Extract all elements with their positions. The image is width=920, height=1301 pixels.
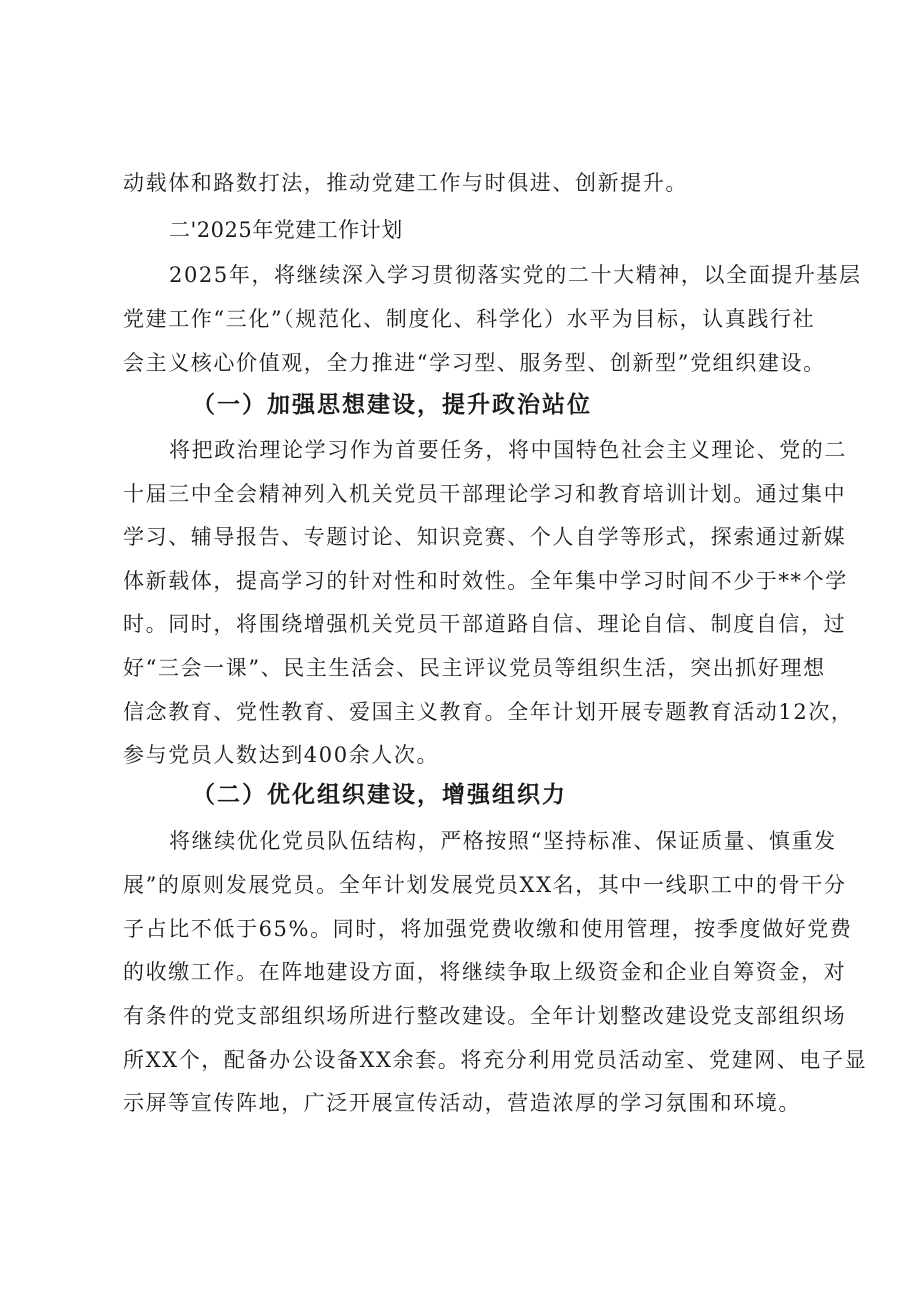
section-title: 二'2025年党建工作计划 — [169, 218, 403, 242]
body-text-line: 子占比不低于65%。同时，将加强党费收缴和使用管理，按季度做好党费 — [123, 917, 853, 941]
body-text-line: 展”的原则发展党员。全年计划发展党员XX名，其中一线职工中的骨干分 — [123, 873, 847, 897]
body-text-line: 示屏等宣传阵地，广泛开展宣传活动，营造浓厚的学习氛围和环境。 — [123, 1091, 801, 1115]
body-text-line: 2025年，将继续深入学习贯彻落实党的二十大精神，以全面提升基层 — [169, 263, 862, 287]
subsection-heading: （一）加强思想建设，提升政治站位 — [192, 391, 592, 418]
body-text-line: 将把政治理论学习作为首要任务，将中国特色社会主义理论、党的二 — [169, 438, 847, 462]
body-text-line: 有条件的党支部组织场所进行整改建设。全年计划整改建设党支部组织场 — [123, 1004, 847, 1028]
body-text-line: 信念教育、党性教育、爱国主义教育。全年计划开展专题教育活动12次， — [123, 700, 854, 724]
body-text-line: 所XX个，配备办公设备XX余套。将充分利用党员活动室、党建网、电子显 — [123, 1048, 868, 1072]
body-text-line: 时。同时，将围绕增强机关党员干部道路自信、理论自信、制度自信，过 — [123, 612, 847, 636]
body-text-line: 学习、辅导报告、专题讨论、知识竞赛、个人自学等形式，探索通过新媒 — [123, 525, 847, 549]
subsection-heading: （二）优化组织建设，增强组织力 — [192, 781, 567, 808]
body-text-line: 会主义核心价值观，全力推进“学习型、服务型、创新型”党组织建设。 — [123, 351, 826, 375]
body-text-line: 将继续优化党员队伍结构，严格按照“坚持标准、保证质量、慎重发 — [169, 829, 837, 853]
body-text-line: 的收缴工作。在阵地建设方面，将继续争取上级资金和企业自筹资金，对 — [123, 960, 847, 984]
body-text-line: 好“三会一课”、民主生活会、民主评议党员等组织生活，突出抓好理想 — [123, 656, 826, 680]
body-text-line: 党建工作“三化”（规范化、制度化、科学化）水平为目标，认真践行社 — [123, 307, 816, 331]
body-text-line: 参与党员人数达到400余人次。 — [123, 743, 440, 767]
body-text-line: 动载体和路数打法，推动党建工作与时俱进、创新提升。 — [123, 171, 688, 195]
body-text-line: 体新载体，提高学习的针对性和时效性。全年集中学习时间不少于**个学 — [123, 569, 848, 593]
body-text-line: 十届三中全会精神列入机关党员干部理论学习和教育培训计划。通过集中 — [123, 482, 847, 506]
